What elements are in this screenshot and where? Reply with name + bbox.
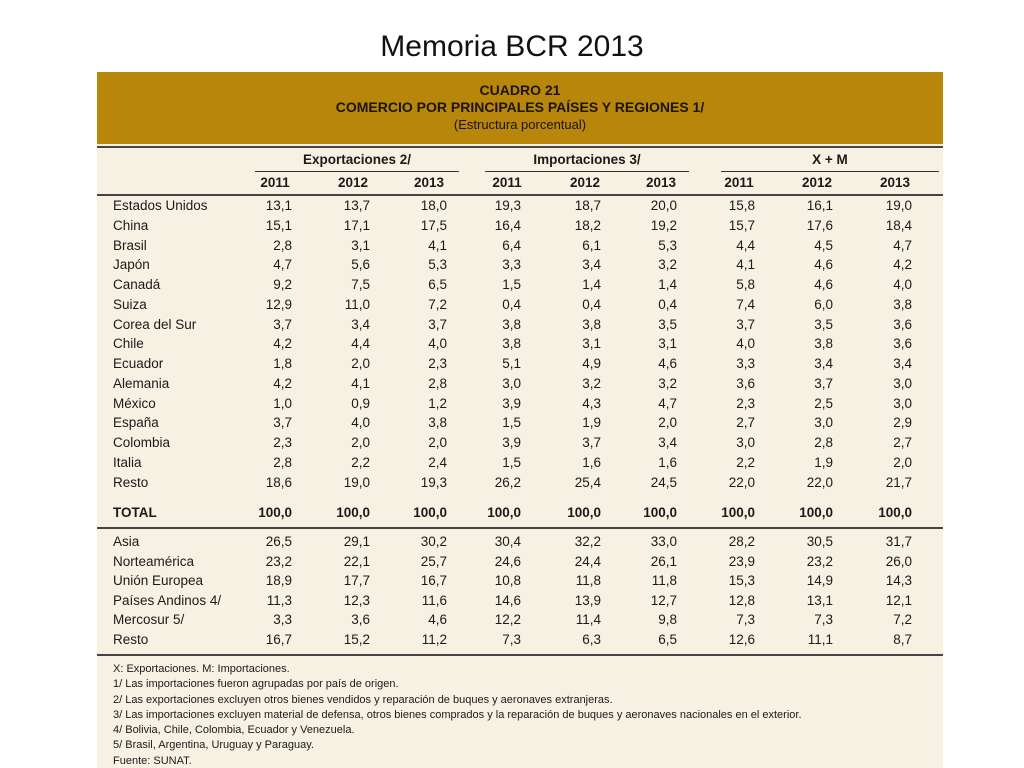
cell-value: 4,2 (273, 375, 292, 391)
cell-value: 3,4 (351, 316, 370, 332)
row-label: Chile (113, 336, 144, 352)
cell-value: 1,5 (502, 454, 521, 470)
cell-value: 7,4 (736, 296, 755, 312)
cell-value: 14,9 (806, 573, 833, 589)
table-row (97, 236, 943, 256)
cell-value: 18,6 (265, 474, 292, 490)
cell-value: 3,0 (814, 415, 833, 431)
cell-value: 13,1 (806, 592, 833, 608)
cell-value: 11,8 (651, 573, 677, 589)
cell-value: 11,8 (575, 573, 601, 589)
cell-value: 7,3 (814, 612, 833, 628)
footnote: 1/ Las importaciones fueron agrupadas por país de origen. (113, 678, 399, 691)
cell-value: 3,1 (351, 237, 370, 253)
cell-value: 2,0 (658, 415, 677, 431)
row-label: Colombia (113, 435, 171, 450)
cell-value: 3,7 (814, 375, 833, 391)
cell-value: 30,4 (494, 534, 521, 549)
cell-value: 7,3 (502, 632, 521, 647)
year-header: 2013 (879, 175, 911, 190)
cell-value: 2,7 (893, 435, 912, 450)
cell-value: 31,7 (885, 534, 912, 549)
footnote: 3/ Las importaciones excluyen material de defensa, otros bienes comprados y la reparación de buques y aeronaves nacionales en el exterior. (113, 708, 802, 721)
cell-value: 11,3 (266, 592, 292, 608)
cell-value: 6,3 (582, 632, 601, 647)
cell-value: 4,0 (736, 336, 755, 352)
group-label: X + M (812, 152, 848, 167)
cell-value: 0,4 (658, 296, 677, 312)
year-header: 2012 (569, 175, 601, 190)
cell-value: 22,0 (806, 474, 833, 490)
cell-value: 15,1 (265, 217, 292, 233)
row-label: Unión Europea (113, 573, 204, 589)
cell-value: 1,6 (582, 454, 601, 470)
cell-value: 26,0 (885, 553, 912, 569)
cell-value: 3,1 (582, 336, 601, 352)
row-label: Resto (113, 474, 149, 490)
cell-value: 12,9 (265, 296, 292, 312)
cell-value: 0,4 (582, 296, 601, 312)
cell-value: 16,7 (265, 632, 292, 647)
cell-value: 2,0 (428, 435, 447, 450)
row-label: Canadá (113, 277, 161, 292)
table-row (97, 571, 943, 591)
cell-value: 3,0 (736, 435, 755, 450)
table-row (97, 552, 943, 572)
cell-value: 4,6 (814, 257, 833, 273)
row-label: España (113, 415, 159, 431)
cell-value: 3,6 (351, 612, 370, 628)
cell-value: 7,2 (893, 612, 912, 628)
cell-value: 11,0 (344, 296, 370, 312)
cell-value: 6,4 (502, 237, 521, 253)
cell-value: 3,2 (658, 375, 677, 391)
cell-value: 19,2 (650, 217, 677, 233)
cell-value: 2,9 (893, 415, 912, 431)
table-row (97, 216, 943, 236)
cell-value: 0,4 (502, 296, 521, 312)
row-label: Suiza (113, 296, 147, 312)
cell-value: 3,4 (814, 356, 833, 371)
group-label: Importaciones 3/ (533, 152, 641, 167)
cell-value: 23,2 (265, 553, 292, 569)
table-row (97, 503, 943, 523)
cell-value: 4,5 (814, 237, 833, 253)
cell-value: 21,7 (885, 474, 912, 490)
cell-value: 3,2 (582, 375, 601, 391)
group-underline (721, 171, 939, 172)
cell-value: 17,5 (420, 217, 447, 233)
table-row (97, 591, 943, 611)
cell-value: 2,2 (351, 454, 370, 470)
cell-value: 2,0 (893, 454, 912, 470)
cell-value: 3,8 (582, 316, 601, 332)
table-row (97, 295, 943, 315)
cell-value: 3,0 (502, 375, 521, 391)
cell-value: 3,0 (893, 375, 912, 391)
table-row (97, 334, 943, 354)
cell-value: 2,8 (273, 237, 292, 253)
cell-value: 4,1 (428, 237, 447, 253)
cell-value: 5,6 (351, 257, 370, 273)
cell-value: 12,3 (343, 592, 370, 608)
cell-value: 4,1 (736, 257, 755, 273)
cell-value: 5,3 (658, 237, 677, 253)
cell-value: 3,8 (428, 415, 447, 431)
cell-value: 5,3 (428, 257, 447, 273)
cell-value: 22,1 (343, 553, 370, 569)
row-label: México (113, 395, 156, 411)
cell-value: 3,3 (736, 356, 755, 371)
cell-value: 3,4 (582, 257, 601, 273)
cell-value: 26,2 (494, 474, 521, 490)
cell-value: 1,0 (273, 395, 292, 411)
cell-value: 3,8 (893, 296, 912, 312)
cell-value: 0,9 (351, 395, 370, 411)
column-headers (97, 146, 943, 198)
table-row (97, 453, 943, 473)
row-label: Mercosur 5/ (113, 612, 185, 628)
cell-value: 24,6 (494, 553, 521, 569)
cell-value: 2,5 (814, 395, 833, 411)
cell-value: 3,7 (273, 415, 292, 431)
cell-value: 4,9 (582, 356, 601, 371)
cell-value: 16,7 (420, 573, 447, 589)
cell-value: 100,0 (487, 505, 521, 520)
cell-value: 33,0 (650, 534, 677, 549)
cell-value: 100,0 (336, 505, 370, 520)
slide-title: Memoria BCR 2013 (380, 30, 644, 63)
cell-value: 2,3 (428, 356, 447, 371)
table-row (97, 354, 943, 374)
cell-value: 3,9 (502, 395, 521, 411)
cell-value: 4,6 (814, 277, 833, 292)
cell-value: 12,7 (650, 592, 677, 608)
cell-value: 1,4 (658, 277, 677, 292)
cell-value: 13,1 (265, 198, 292, 213)
cell-value: 4,6 (428, 612, 447, 628)
table-divider (97, 527, 943, 529)
year-header: 2011 (724, 175, 754, 190)
cell-value: 12,6 (728, 632, 755, 647)
cell-value: 1,5 (502, 277, 521, 292)
cell-value: 9,8 (658, 612, 677, 628)
year-header: 2012 (337, 175, 369, 190)
cell-value: 3,2 (658, 257, 677, 273)
cell-value: 5,1 (502, 356, 521, 371)
cell-value: 3,6 (893, 336, 912, 352)
cell-value: 8,7 (893, 632, 912, 647)
cell-value: 7,2 (428, 296, 447, 312)
table-row (97, 374, 943, 394)
cell-value: 100,0 (413, 505, 447, 520)
cell-value: 2,2 (736, 454, 755, 470)
cell-value: 17,6 (806, 217, 833, 233)
cell-value: 4,6 (658, 356, 677, 371)
cell-value: 14,3 (885, 573, 912, 589)
table-row (97, 255, 943, 275)
cell-value: 18,4 (885, 217, 912, 233)
cell-value: 15,8 (728, 198, 755, 213)
year-header: 2013 (413, 175, 445, 190)
cell-value: 18,2 (574, 217, 601, 233)
cell-value: 2,0 (351, 356, 370, 371)
year-header: 2013 (645, 175, 677, 190)
table-divider (97, 194, 943, 196)
cell-value: 14,6 (494, 592, 521, 608)
cell-value: 4,7 (273, 257, 292, 273)
cell-value: 16,4 (494, 217, 521, 233)
cell-value: 3,5 (814, 316, 833, 332)
cell-value: 15,7 (728, 217, 755, 233)
cell-value: 11,4 (575, 612, 601, 628)
cell-value: 7,3 (736, 612, 755, 628)
footnote: 2/ Las exportaciones excluyen otros bienes vendidos y reparación de buques y aeronaves extranjeras. (113, 693, 613, 706)
table-title: CUADRO 21 (479, 82, 561, 98)
cell-value: 19,0 (885, 198, 912, 213)
cell-value: 100,0 (258, 505, 292, 520)
cell-value: 1,6 (658, 454, 677, 470)
cell-value: 19,3 (420, 474, 447, 490)
cell-value: 20,0 (650, 198, 677, 213)
table-header (97, 72, 943, 144)
cell-value: 3,1 (658, 336, 677, 352)
cell-value: 30,2 (420, 534, 447, 549)
cell-value: 9,2 (273, 277, 292, 292)
year-header: 2012 (801, 175, 833, 190)
cell-value: 12,8 (728, 592, 755, 608)
cell-value: 3,7 (273, 316, 292, 332)
footnote: X: Exportaciones. M: Importaciones. (113, 663, 290, 675)
cell-value: 3,4 (893, 356, 912, 371)
group-label: Exportaciones 2/ (302, 152, 412, 167)
cell-value: 6,0 (814, 296, 833, 312)
row-label: Resto (113, 632, 149, 647)
cell-value: 13,7 (343, 198, 370, 213)
cell-value: 1,4 (582, 277, 601, 292)
cell-value: 12,2 (494, 612, 521, 628)
table-note: (Estructura porcentual) (453, 117, 587, 132)
cell-value: 2,3 (736, 395, 755, 411)
cell-value: 7,5 (351, 277, 370, 292)
cell-value: 19,3 (494, 198, 521, 213)
cell-value: 6,1 (582, 237, 601, 253)
cell-value: 1,2 (428, 395, 447, 411)
table-row (97, 394, 943, 414)
cell-value: 3,7 (428, 316, 447, 332)
table-divider (97, 654, 943, 656)
cell-value: 17,1 (343, 217, 370, 233)
cell-value: 1,9 (582, 415, 601, 431)
table-row (97, 275, 943, 295)
cell-value: 19,0 (343, 474, 370, 490)
cell-value: 4,7 (658, 395, 677, 411)
table-row (97, 196, 943, 216)
footnote: 4/ Bolivia, Chile, Colombia, Ecuador y Venezuela. (113, 724, 355, 737)
table-row (97, 630, 943, 650)
cell-value: 3,7 (736, 316, 755, 332)
cell-value: 100,0 (721, 505, 755, 520)
cell-value: 18,7 (574, 198, 601, 213)
cell-value: 12,1 (885, 592, 912, 608)
cell-value: 23,2 (806, 553, 833, 569)
cell-value: 18,0 (420, 198, 447, 213)
row-label: China (113, 217, 149, 233)
cell-value: 3,3 (273, 612, 292, 628)
row-label: Países Andinos 4/ (113, 592, 222, 608)
row-label: Japón (113, 257, 150, 273)
cell-value: 16,1 (806, 198, 833, 213)
footnote: 5/ Brasil, Argentina, Uruguay y Paraguay. (113, 739, 314, 752)
cell-value: 30,5 (806, 534, 833, 549)
cell-value: 11,6 (421, 592, 447, 608)
table-row (97, 433, 943, 453)
cell-value: 1,8 (273, 356, 292, 371)
cell-value: 3,5 (658, 316, 677, 332)
cell-value: 26,1 (650, 553, 677, 569)
cell-value: 4,7 (893, 237, 912, 253)
row-label: Norteamérica (113, 553, 195, 569)
row-label: Brasil (113, 237, 147, 253)
cell-value: 100,0 (567, 505, 601, 520)
cell-value: 15,3 (728, 573, 755, 589)
cell-value: 4,0 (351, 415, 370, 431)
cell-value: 4,4 (736, 237, 755, 253)
cell-value: 4,4 (351, 336, 370, 352)
row-label: Estados Unidos (113, 198, 208, 213)
table-row (97, 473, 943, 493)
row-label: Ecuador (113, 356, 164, 371)
cell-value: 2,3 (273, 435, 292, 450)
row-label: Asia (113, 534, 140, 549)
cell-value: 3,9 (502, 435, 521, 450)
cell-value: 6,5 (658, 632, 677, 647)
cell-value: 4,0 (428, 336, 447, 352)
cell-value: 10,8 (494, 573, 521, 589)
table-divider (97, 146, 943, 148)
cell-value: 29,1 (343, 534, 370, 549)
row-label: Italia (113, 454, 142, 470)
cell-value: 24,4 (574, 553, 601, 569)
cell-value: 25,7 (420, 553, 447, 569)
table-row (97, 610, 943, 630)
cell-value: 2,0 (351, 435, 370, 450)
table-row (97, 413, 943, 433)
year-header: 2011 (260, 175, 290, 190)
cell-value: 3,3 (502, 257, 521, 273)
cell-value: 3,4 (658, 435, 677, 450)
cell-value: 22,0 (728, 474, 755, 490)
cell-value: 24,5 (650, 474, 677, 490)
cell-value: 4,2 (273, 336, 292, 352)
cell-value: 3,8 (502, 316, 521, 332)
cell-value: 11,1 (807, 632, 833, 647)
cell-value: 4,0 (893, 277, 912, 292)
cell-value: 100,0 (799, 505, 833, 520)
cell-value: 100,0 (878, 505, 912, 520)
table-row (97, 315, 943, 335)
cell-value: 18,9 (265, 573, 292, 589)
cell-value: 3,7 (582, 435, 601, 450)
cell-value: 25,4 (574, 474, 601, 490)
cell-value: 32,2 (574, 534, 601, 549)
group-underline (255, 171, 459, 172)
cell-value: 2,8 (273, 454, 292, 470)
cell-value: 1,9 (814, 454, 833, 470)
cell-value: 17,7 (343, 573, 370, 589)
cell-value: 11,2 (421, 632, 447, 647)
group-underline (485, 171, 689, 172)
cell-value: 3,8 (502, 336, 521, 352)
cell-value: 15,2 (343, 632, 370, 647)
cell-value: 3,6 (736, 375, 755, 391)
cell-value: 13,9 (574, 592, 601, 608)
cell-value: 26,5 (265, 534, 292, 549)
year-header: 2011 (492, 175, 522, 190)
cell-value: 2,4 (428, 454, 447, 470)
cell-value: 4,2 (893, 257, 912, 273)
cell-value: 28,2 (728, 534, 755, 549)
cell-value: 2,8 (814, 435, 833, 450)
table-panel (97, 72, 943, 768)
cell-value: 2,8 (428, 375, 447, 391)
cell-value: 100,0 (643, 505, 677, 520)
table-subtitle: COMERCIO POR PRINCIPALES PAÍSES Y REGIONES 1/ (335, 99, 705, 115)
footnote: Fuente: SUNAT. (113, 754, 192, 767)
row-label: Corea del Sur (113, 316, 197, 332)
table-row (97, 532, 943, 552)
cell-value: 3,0 (893, 395, 912, 411)
cell-value: 4,1 (351, 375, 370, 391)
cell-value: 23,9 (728, 553, 755, 569)
cell-value: 5,8 (736, 277, 755, 292)
cell-value: 3,6 (893, 316, 912, 332)
cell-value: 3,8 (814, 336, 833, 352)
cell-value: 4,3 (582, 395, 601, 411)
cell-value: 6,5 (428, 277, 447, 292)
row-label: Alemania (113, 375, 170, 391)
cell-value: 1,5 (502, 415, 521, 431)
row-label: TOTAL (113, 505, 157, 520)
cell-value: 2,7 (736, 415, 755, 431)
footnotes (113, 662, 802, 768)
